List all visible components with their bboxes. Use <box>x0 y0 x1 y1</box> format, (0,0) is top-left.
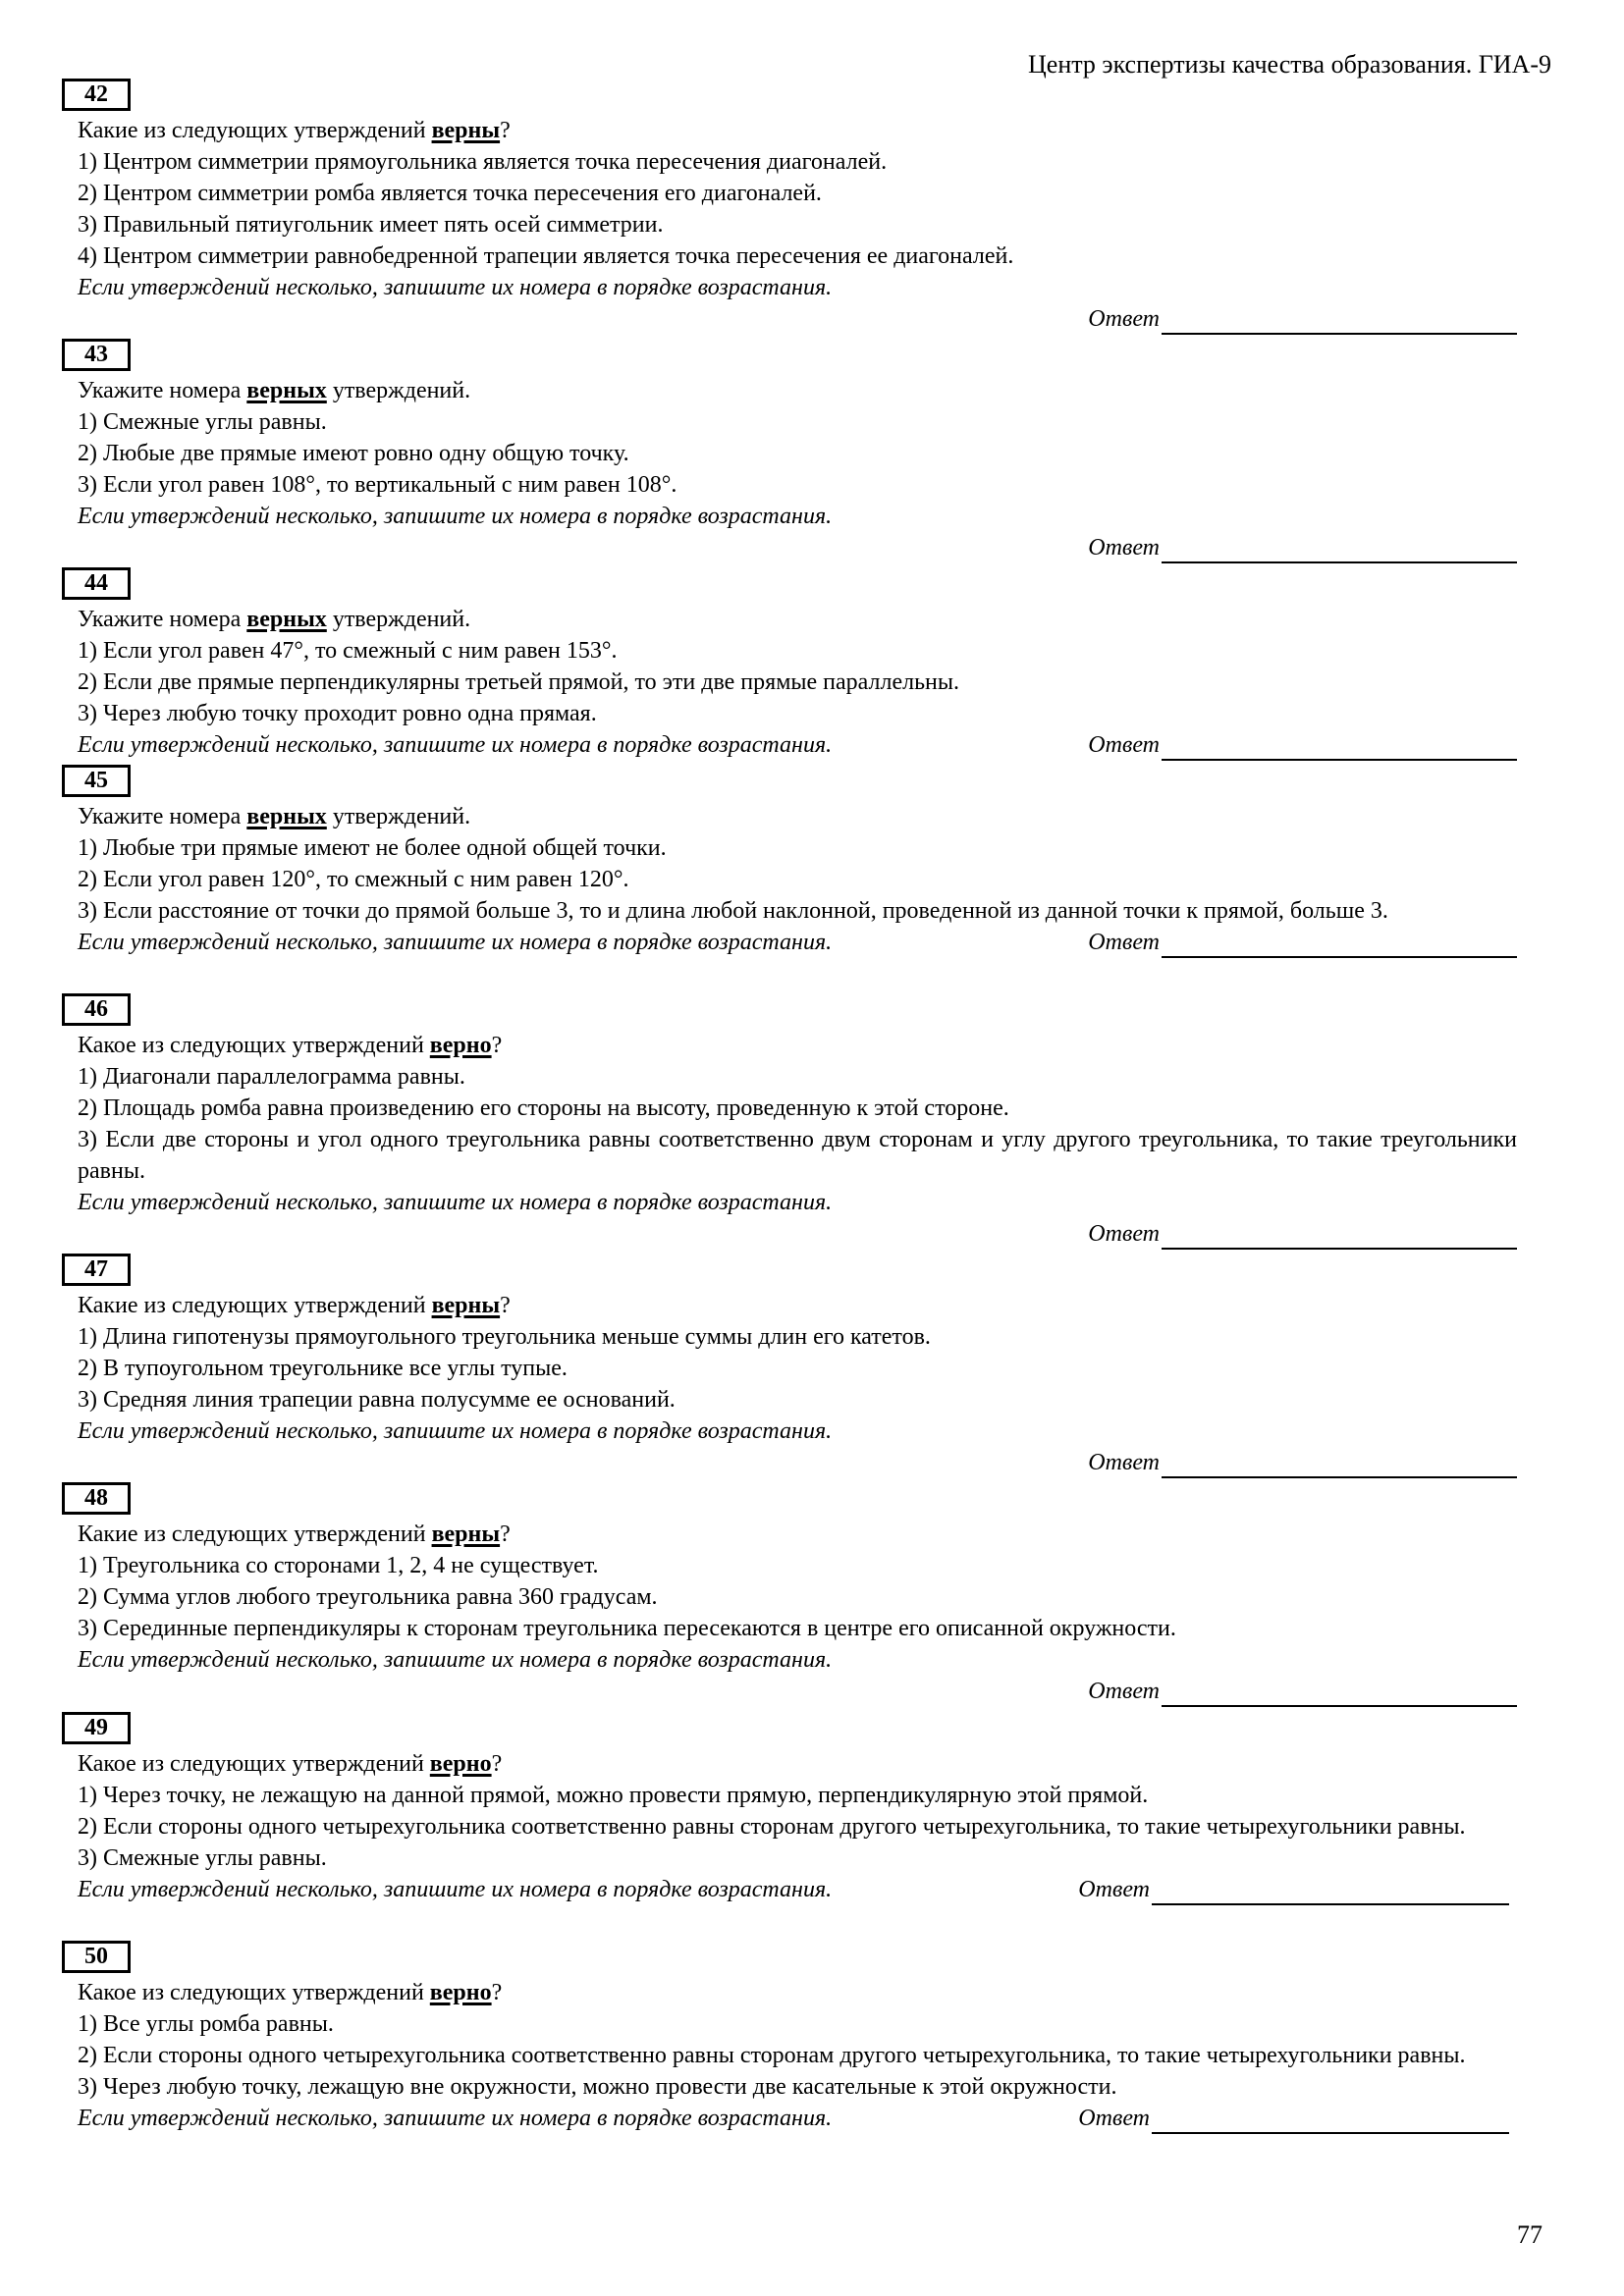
question-key-word: верны <box>431 118 501 143</box>
task-note: Если утверждений несколько, запишите их номера в порядке возрастания. <box>78 1190 833 1215</box>
question-text: Какие из следующих утверждений <box>78 118 432 143</box>
task-question <box>62 115 1517 146</box>
question-text: Укажите номера <box>78 804 247 829</box>
task-47 <box>62 1254 1517 1478</box>
task-item: 3) Серединные перпендикуляры к сторонам треугольника пересекаются в центре его описанной окружности. <box>78 1616 1176 1641</box>
answer-label: Ответ <box>1088 306 1160 332</box>
answer-field[interactable] <box>1088 927 1517 958</box>
task-42 <box>62 79 1517 335</box>
answer-label: Ответ <box>1078 1877 1150 1902</box>
question-text: Какое из следующих утверждений <box>78 1980 430 2005</box>
task-item: 3) Если расстояние от точки до прямой больше 3, то и длина любой наклонной, проведенной из данной точки к прямой, больше 3. <box>78 898 1388 924</box>
answer-field[interactable] <box>1088 1218 1517 1250</box>
task-question <box>62 1519 1517 1550</box>
answer-line[interactable] <box>1162 1222 1517 1250</box>
question-text: Какие из следующих утверждений <box>78 1293 432 1318</box>
task-question <box>62 604 1517 635</box>
task-note: Если утверждений несколько, запишите их номера в порядке возрастания. <box>78 732 833 758</box>
task-note: Если утверждений несколько, запишите их номера в порядке возрастания. <box>78 1877 833 1902</box>
answer-row <box>62 1218 1517 1250</box>
answer-line[interactable] <box>1162 1451 1517 1478</box>
question-text-end: утверждений. <box>326 378 471 403</box>
task-item: 2) Любые две прямые имеют ровно одну общую точку. <box>78 441 629 466</box>
task-note: Если утверждений несколько, запишите их номера в порядке возрастания. <box>78 2106 833 2131</box>
answer-label: Ответ <box>1088 1221 1160 1247</box>
answer-field[interactable] <box>1088 1447 1517 1478</box>
answer-line[interactable] <box>1152 2107 1509 2134</box>
question-text: Какие из следующих утверждений <box>78 1522 432 1547</box>
task-item: 2) Если стороны одного четырехугольника соответственно равны сторонам другого четырехугольника, то такие четырехугольники равны. <box>78 2043 1466 2068</box>
task-48 <box>62 1482 1517 1707</box>
answer-row <box>62 303 1517 335</box>
answer-label: Ответ <box>1088 1450 1160 1475</box>
question-key-word: верно <box>429 1033 492 1058</box>
task-item: 2) Площадь ромба равна произведению его стороны на высоту, проведенную к этой стороне. <box>78 1095 1009 1121</box>
task-item: 3) Смежные углы равны. <box>78 1845 327 1871</box>
answer-line[interactable] <box>1162 536 1517 563</box>
task-item: 2) Центром симметрии ромба является точка пересечения его диагоналей. <box>78 181 822 206</box>
answer-line[interactable] <box>1162 733 1517 761</box>
task-item: 1) Смежные углы равны. <box>78 409 327 435</box>
question-key-word: верны <box>431 1522 501 1547</box>
question-key-word: верных <box>246 378 327 403</box>
task-question <box>62 1977 1517 2008</box>
answer-row <box>62 2103 1509 2134</box>
task-43 <box>62 339 1517 563</box>
task-item: 2) Если две прямые перпендикулярны третьей прямой, то эти две прямые параллельны. <box>78 669 960 695</box>
answer-field[interactable] <box>1078 1874 1509 1905</box>
task-number-box: 48 <box>62 1482 131 1515</box>
answer-row <box>62 1676 1517 1707</box>
answer-line[interactable] <box>1162 307 1517 335</box>
task-note: Если утверждений несколько, запишите их номера в порядке возрастания. <box>78 275 833 300</box>
task-question <box>62 801 1517 832</box>
task-item: 3) Правильный пятиугольник имеет пять осей симметрии. <box>78 212 664 238</box>
answer-label: Ответ <box>1088 1679 1160 1704</box>
task-number-box: 50 <box>62 1941 131 1973</box>
question-text-end: ? <box>491 1751 503 1777</box>
question-text-end: ? <box>500 1293 511 1318</box>
task-45 <box>62 765 1517 958</box>
answer-field[interactable] <box>1088 1676 1517 1707</box>
answer-row <box>62 1447 1517 1478</box>
task-item: 1) Через точку, не лежащую на данной прямой, можно провести прямую, перпендикулярную этой прямой. <box>78 1783 1149 1808</box>
task-item: 1) Длина гипотенузы прямоугольного треугольника меньше суммы длин его катетов. <box>78 1324 931 1350</box>
question-key-word: верных <box>246 607 327 632</box>
answer-row <box>62 532 1517 563</box>
answer-line[interactable] <box>1162 931 1517 958</box>
question-text-end: ? <box>500 118 511 143</box>
task-item: 2) Если угол равен 120°, то смежный с ним равен 120°. <box>78 867 629 892</box>
task-49 <box>62 1712 1517 1905</box>
answer-field[interactable] <box>1088 729 1517 761</box>
page-number: 77 <box>1517 2220 1543 2249</box>
answer-label: Ответ <box>1088 535 1160 561</box>
task-item: 4) Центром симметрии равнобедренной трапеции является точка пересечения ее диагоналей. <box>78 243 1014 269</box>
answer-field[interactable] <box>1088 303 1517 335</box>
task-note: Если утверждений несколько, запишите их номера в порядке возрастания. <box>78 504 833 529</box>
question-key-word: верных <box>246 804 327 829</box>
task-note: Если утверждений несколько, запишите их номера в порядке возрастания. <box>78 930 833 955</box>
task-item: 3) Если две стороны и угол одного треугольника равны соответственно двум сторонам и углу другого треугольника, то такие треугольники равны. <box>78 1127 1517 1184</box>
question-text: Укажите номера <box>78 607 247 632</box>
task-number-box: 43 <box>62 339 131 371</box>
task-note: Если утверждений несколько, запишите их номера в порядке возрастания. <box>78 1647 833 1673</box>
answer-line[interactable] <box>1162 1680 1517 1707</box>
task-item: 1) Если угол равен 47°, то смежный с ним равен 153°. <box>78 638 618 664</box>
answer-label: Ответ <box>1078 2106 1150 2131</box>
task-question <box>62 1290 1517 1321</box>
task-46 <box>62 993 1517 1250</box>
answer-row <box>62 927 1517 958</box>
task-item: 3) Если угол равен 108°, то вертикальный с ним равен 108°. <box>78 472 677 498</box>
task-number-box: 49 <box>62 1712 131 1744</box>
task-item: 1) Центром симметрии прямоугольника является точка пересечения диагоналей. <box>78 149 888 175</box>
answer-label: Ответ <box>1088 930 1160 955</box>
task-number-box: 47 <box>62 1254 131 1286</box>
question-text: Какое из следующих утверждений <box>78 1751 430 1777</box>
answer-field[interactable] <box>1088 532 1517 563</box>
task-item: 2) Сумма углов любого треугольника равна 360 градусам. <box>78 1584 658 1610</box>
task-50 <box>62 1941 1517 2134</box>
task-number-box: 44 <box>62 567 131 600</box>
task-item: 3) Средняя линия трапеции равна полусумме ее оснований. <box>78 1387 676 1413</box>
task-item: 1) Все углы ромба равны. <box>78 2011 334 2037</box>
task-number-box: 45 <box>62 765 131 797</box>
task-number-box: 46 <box>62 993 131 1026</box>
task-item: 1) Любые три прямые имеют не более одной общей точки. <box>78 835 667 861</box>
question-text: Укажите номера <box>78 378 247 403</box>
question-text-end: ? <box>491 1033 503 1058</box>
question-key-word: верно <box>429 1751 492 1777</box>
question-key-word: верно <box>429 1980 492 2005</box>
task-item: 3) Через любую точку, лежащую вне окружности, можно провести две касательные к этой окружности. <box>78 2074 1117 2100</box>
task-item: 1) Диагонали параллелограмма равны. <box>78 1064 465 1090</box>
question-text-end: утверждений. <box>326 804 471 829</box>
question-key-word: верны <box>431 1293 501 1318</box>
question-text-end: ? <box>500 1522 511 1547</box>
question-text: Какое из следующих утверждений <box>78 1033 430 1058</box>
task-question <box>62 1030 1517 1061</box>
question-text-end: ? <box>491 1980 503 2005</box>
answer-row <box>62 1874 1509 1905</box>
task-item: 2) В тупоугольном треугольнике все углы тупые. <box>78 1356 568 1381</box>
question-text-end: утверждений. <box>326 607 471 632</box>
task-item: 3) Через любую точку проходит ровно одна прямая. <box>78 701 597 726</box>
task-question <box>62 1748 1517 1780</box>
answer-row <box>62 729 1517 761</box>
answer-line[interactable] <box>1152 1878 1509 1905</box>
page-header: Центр экспертизы качества образования. ГИА-9 <box>1028 50 1551 79</box>
answer-field[interactable] <box>1078 2103 1509 2134</box>
task-note: Если утверждений несколько, запишите их номера в порядке возрастания. <box>78 1418 833 1444</box>
answer-label: Ответ <box>1088 732 1160 758</box>
task-item: 1) Треугольника со сторонами 1, 2, 4 не существует. <box>78 1553 599 1578</box>
task-number-box: 42 <box>62 79 131 111</box>
task-44 <box>62 567 1517 761</box>
task-question <box>62 375 1517 406</box>
task-item: 2) Если стороны одного четырехугольника соответственно равны сторонам другого четырехугольника, то такие четырехугольники равны. <box>78 1814 1466 1840</box>
